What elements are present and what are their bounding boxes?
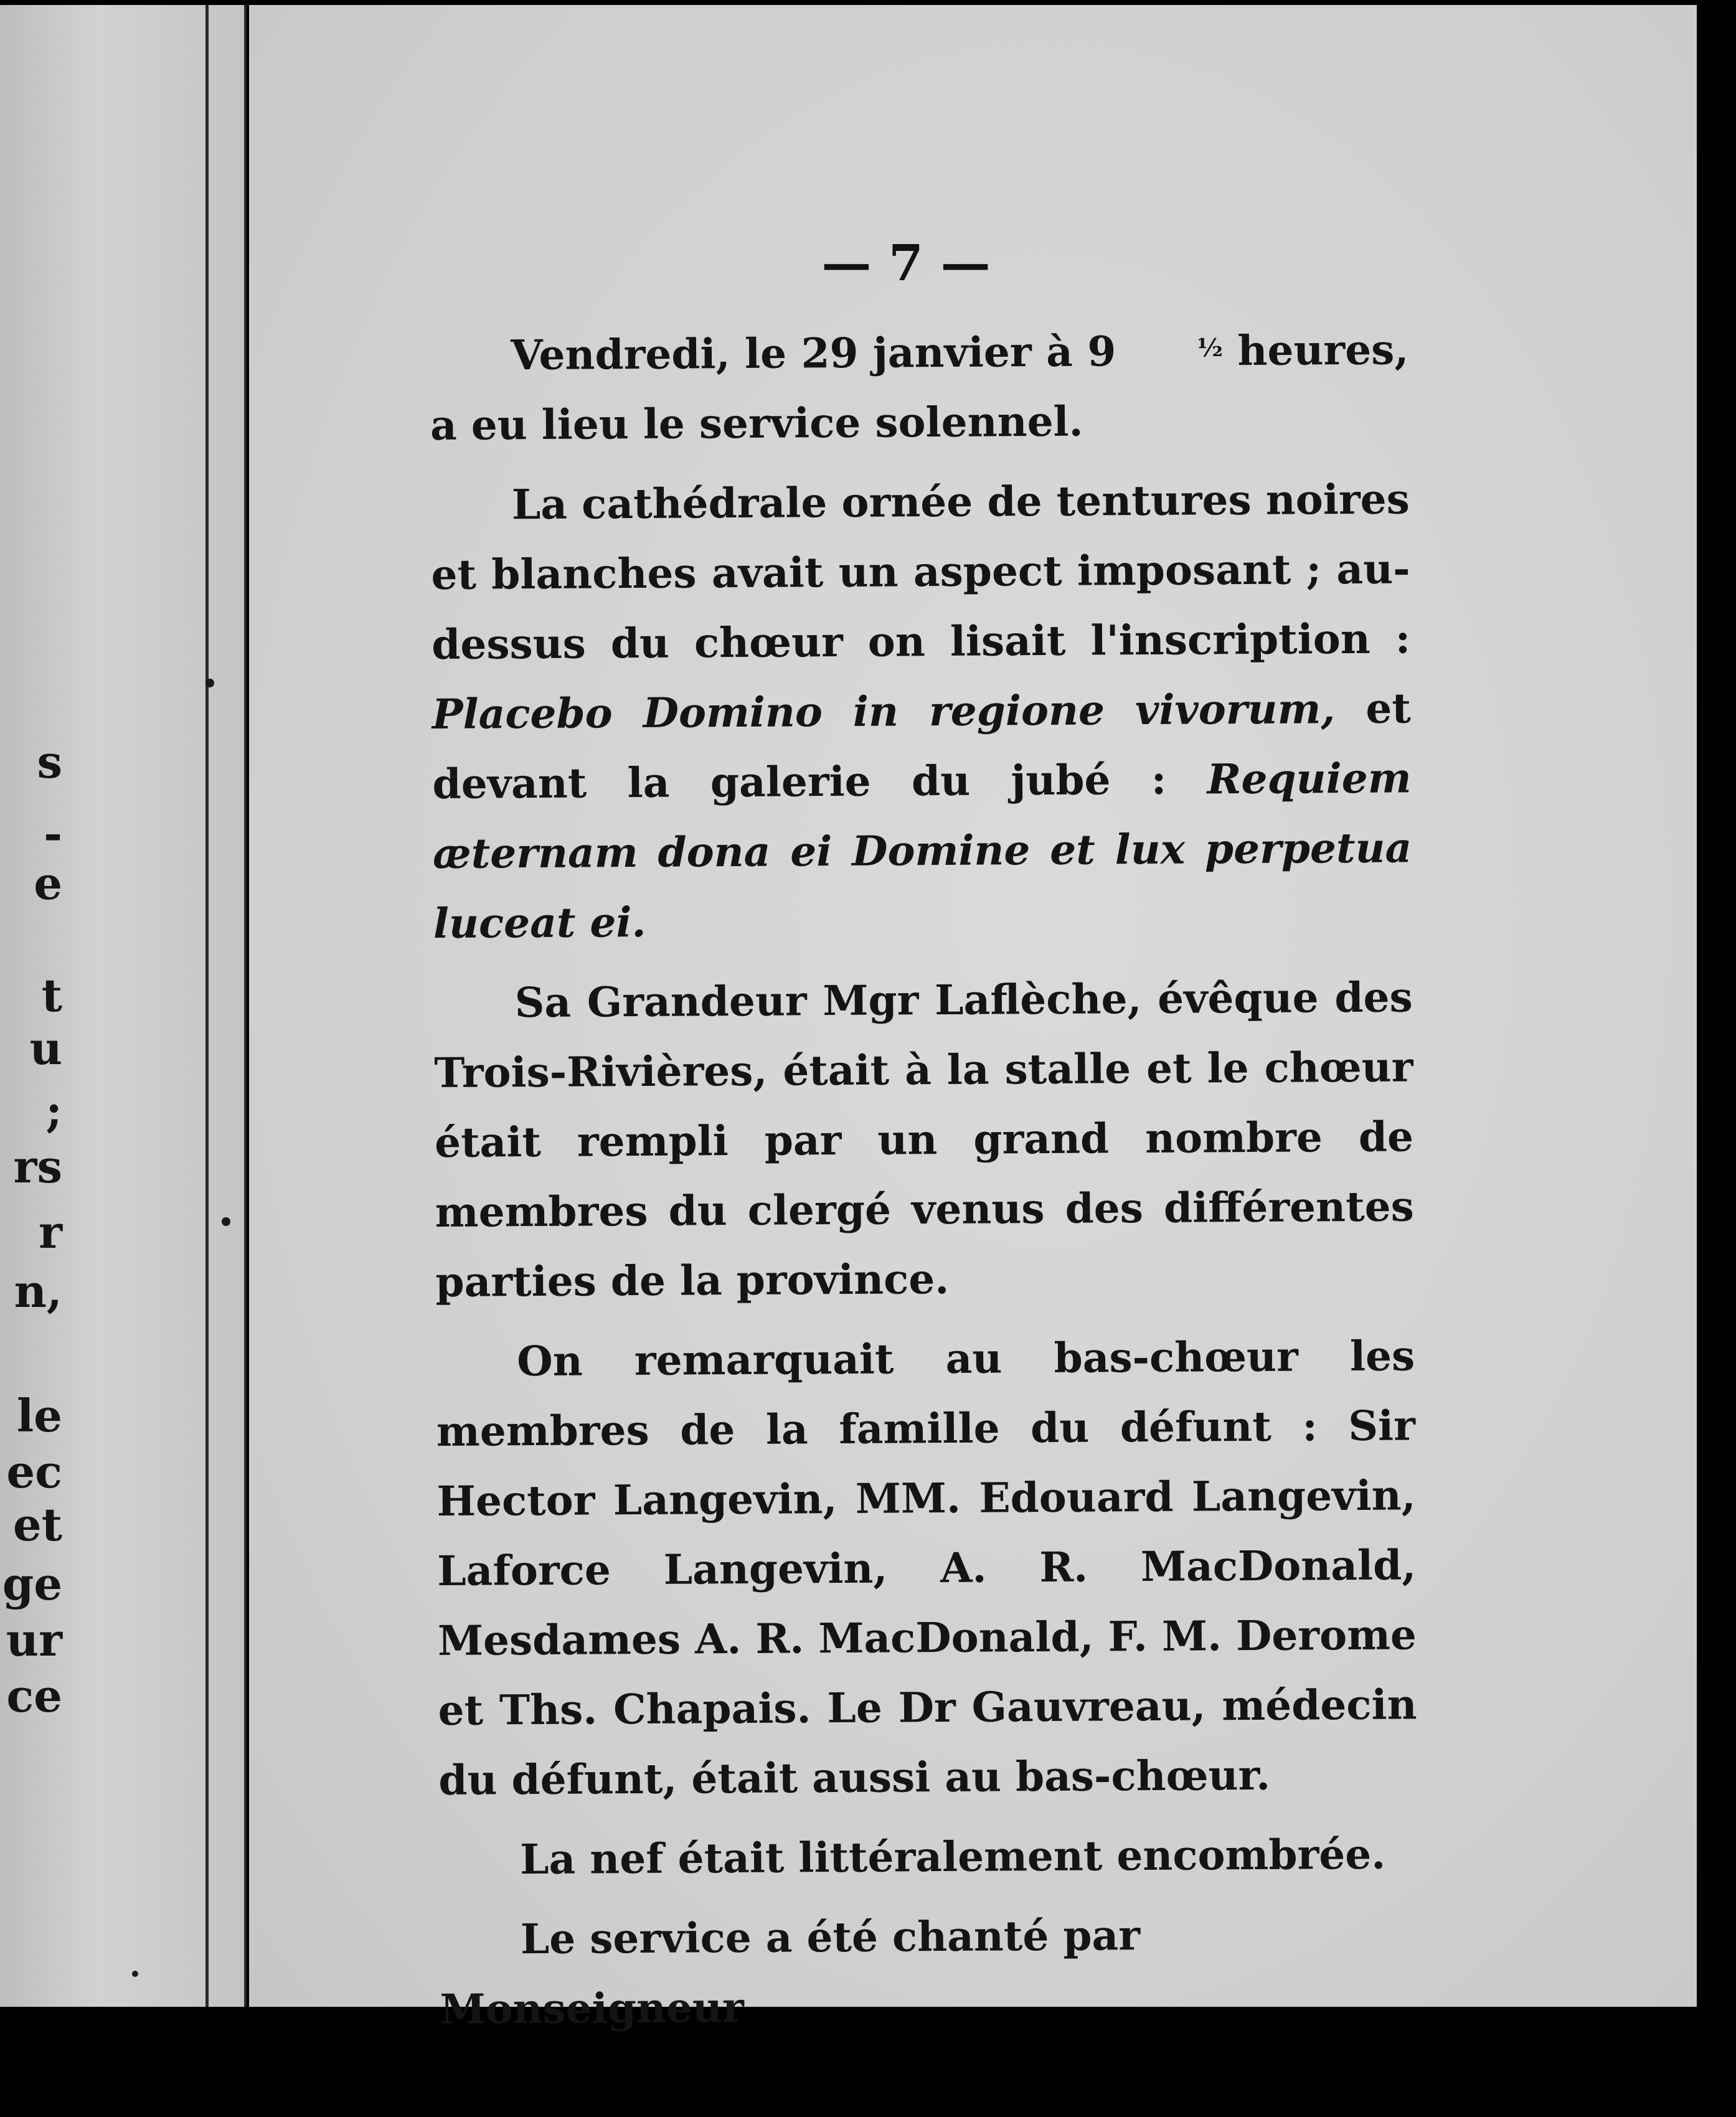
previous-page-fragment: s	[37, 735, 62, 788]
text-run: et devant la galerie du jubé :	[432, 684, 1412, 808]
previous-page-fragment: e	[34, 857, 62, 910]
previous-page-fragment: u	[29, 1022, 62, 1075]
fraction: ½	[1197, 333, 1224, 363]
paragraph	[439, 1819, 1418, 1895]
text-run: Sa Grandeur Mgr Laflèche, évêque des Trois-Rivières, était à la stalle et le chœur était rempli par un grand nombre de membres du clergé venus des différentes parties de la province.	[434, 973, 1414, 1306]
text-run: On remarquait au bas-chœur les membres de la famille du défunt : Sir Hector Langevin, MM. Edouard Langevin, Laforce Langevin, A. R. MacDonald, Mesdames A. R. MacDonald, F. M. Derome et Ths. Chapais. Le Dr Gauvreau, médecin du défunt, était aussi au bas-chœur.	[436, 1331, 1417, 1804]
paragraph	[433, 962, 1414, 1317]
previous-page-edge	[0, 5, 246, 2007]
previous-page-fragment: ur	[6, 1613, 62, 1666]
previous-page-fragment: r	[39, 1205, 62, 1258]
previous-page-fragment: -	[44, 807, 62, 860]
text-run: heures, a eu lieu le service solennel.	[430, 325, 1409, 450]
binding-mark	[132, 1971, 138, 1977]
text-run: La cathédrale ornée de tentures noires et blanches avait un aspect imposant ; au-dessus du chœur on lisait l'inscription :	[431, 474, 1411, 669]
previous-page-fragment: et	[12, 1498, 62, 1551]
scan-border	[1697, 0, 1736, 2117]
latin-inscription: Requiem æternam dona ei Domine et lux perpetua luceat ei.	[432, 753, 1412, 948]
text-run: La nef était littéralement encombrée.	[519, 1829, 1386, 1884]
previous-page-fragment: ge	[2, 1557, 62, 1610]
body-text	[430, 314, 1419, 2044]
previous-page-fragment: le	[16, 1389, 62, 1442]
previous-page-fragment: n,	[14, 1265, 62, 1318]
page-fold-line	[244, 5, 247, 2007]
latin-inscription: Placebo Domino in regione vivorum,	[432, 684, 1336, 738]
binding-mark	[222, 1217, 230, 1226]
text-run: Vendredi, le 29 janvier à 9	[511, 327, 1116, 380]
previous-page-fragment: ec	[6, 1445, 62, 1498]
previous-page-fragment: rs	[13, 1140, 62, 1193]
previous-page-text-fragments	[0, 5, 62, 2007]
binding-mark	[205, 679, 214, 687]
page-number: — 7 —	[821, 233, 991, 292]
previous-page-fragment: ce	[6, 1669, 62, 1722]
previous-page-fragment: ;	[45, 1084, 62, 1137]
paragraph	[440, 1898, 1419, 2044]
paragraph	[436, 1321, 1418, 1815]
text-run: Le service a été chanté par Monseigneur	[440, 1911, 1141, 2034]
spine-line	[205, 5, 209, 2007]
previous-page-fragment: t	[41, 969, 62, 1022]
paragraph	[430, 464, 1412, 958]
paragraph	[430, 314, 1409, 460]
